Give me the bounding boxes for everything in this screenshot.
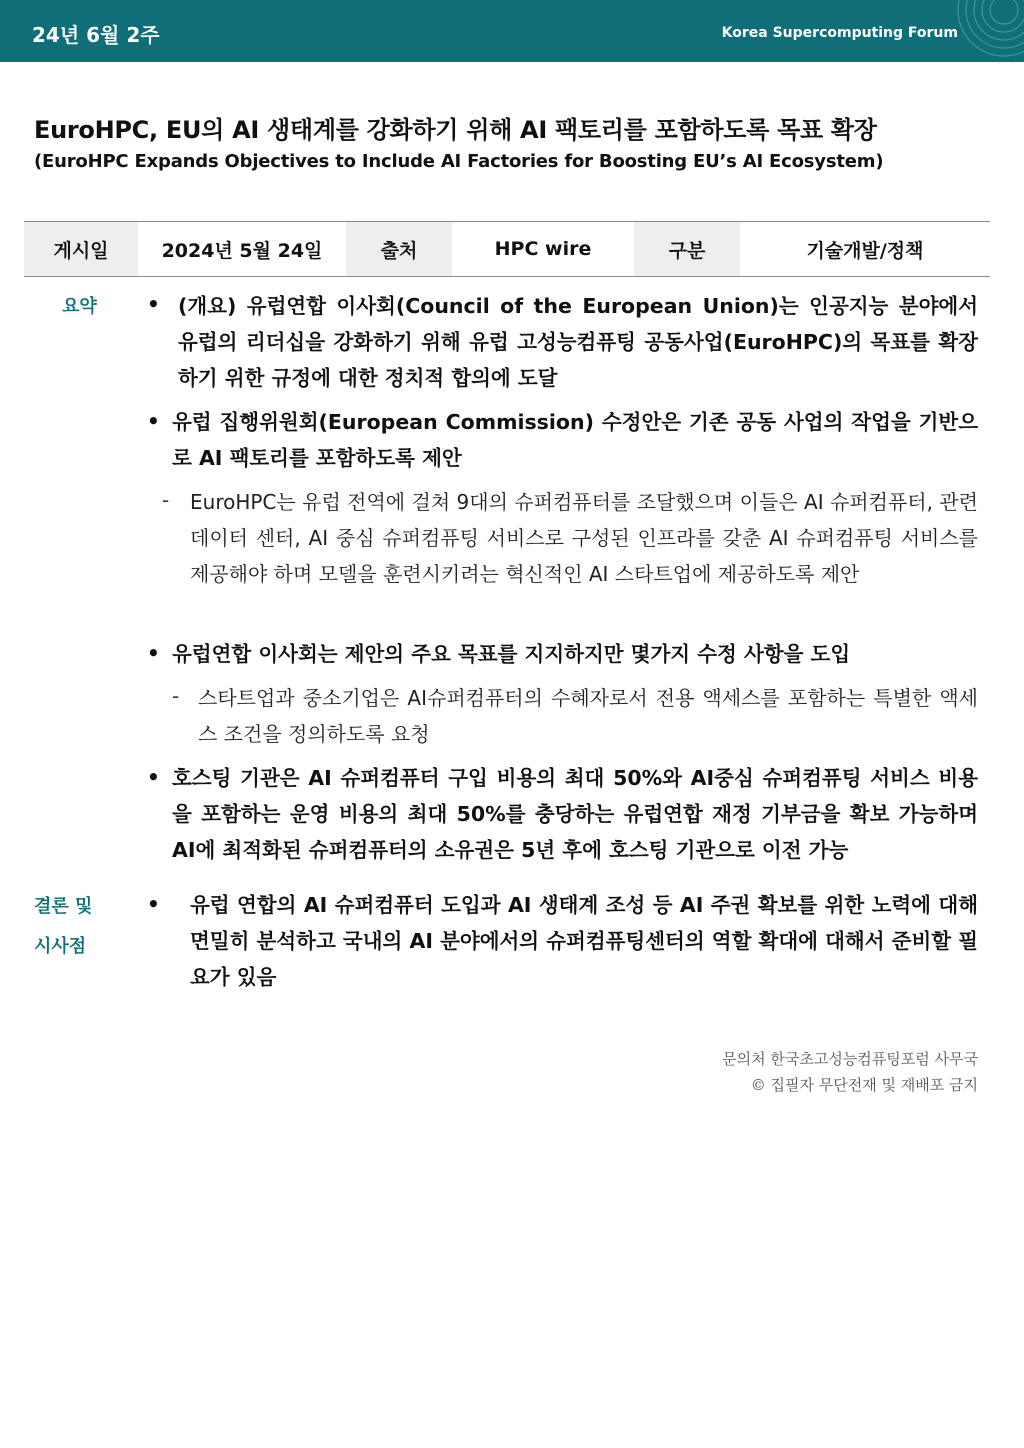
bullet-dot-icon: • <box>147 292 160 316</box>
summary-label: 요약 <box>62 296 97 317</box>
dash-icon: - <box>172 684 180 708</box>
summary-bullet-1: (개요) 유럽연합 이사회(Council of the European Union)는 인공지능 분야에서 유럽의 리더십을 강화하기 위해 유럽 고성능컴퓨팅 공동사업(EuroHPC)의 목표를 확장하기 위한 규정에 대한 정치적 합의에 도달 <box>178 294 978 390</box>
footer-contact <box>722 1046 978 1098</box>
meta-table <box>24 221 990 277</box>
dash-icon: - <box>162 488 170 512</box>
conclusion-bullet-1: 유럽 연합의 AI 슈퍼컴퓨터 도입과 AI 생태계 조성 등 AI 주권 확보를 위한 노력에 대해 면밀히 분석하고 국내의 AI 분야에서의 슈퍼컴퓨팅센터의 역할 확대에 대해서 준비할 필요가 있음 <box>190 893 978 989</box>
bullet-dot-icon: • <box>147 892 160 916</box>
swirl-decoration-icon <box>934 0 1024 62</box>
bullet-dot-icon: • <box>147 641 160 665</box>
source-label: 출처 <box>346 222 452 276</box>
source-value: HPC wire <box>494 238 592 260</box>
forum-name: Korea Supercomputing Forum <box>721 25 958 41</box>
bullet-dot-icon: • <box>147 409 160 433</box>
category-value: 기술개발/정책 <box>806 239 924 262</box>
bullet-dot-icon: • <box>147 765 160 789</box>
copyright-text: © 집필자 무단전재 및 재배포 금지 <box>750 1076 978 1094</box>
summary-bullet-4: 호스팅 기관은 AI 슈퍼컴퓨터 구입 비용의 최대 50%와 AI중심 슈퍼컴퓨팅 서비스 비용을 포함하는 운영 비용의 최대 50%를 충당하는 유럽연합 재정 기부금을 확보 가능하며 AI에 최적화된 슈퍼컴퓨터의 소유권은 5년 후에 호스팅 기관으로 이전 가능 <box>172 766 978 862</box>
conclusion-label-line1: 결론 및 <box>34 896 93 917</box>
issue-week: 24년 6월 2주 <box>32 23 160 47</box>
posted-label: 게시일 <box>24 222 138 276</box>
article-subtitle: (EuroHPC Expands Objectives to Include AI Factories for Boosting EU’s AI Ecosystem) <box>34 151 884 172</box>
article-title: EuroHPC, EU의 AI 생태계를 강화하기 위해 AI 팩토리를 포함하도록 목표 확장 <box>34 116 877 144</box>
conclusion-label-line2: 시사점 <box>34 936 87 957</box>
contact-text: 문의처 한국초고성능컴퓨팅포럼 사무국 <box>722 1050 978 1068</box>
header-banner <box>0 0 1024 62</box>
posted-value: 2024년 5월 24일 <box>161 239 323 262</box>
summary-bullet-3: 유럽연합 이사회는 제안의 주요 목표를 지지하지만 몇가지 수정 사항을 도입 <box>172 642 851 666</box>
summary-detail-2: EuroHPC는 유럽 전역에 걸쳐 9대의 슈퍼컴퓨터를 조달했으며 이들은 AI 슈퍼컴퓨터, 관련 데이터 센터, AI 중심 슈퍼컴퓨팅 서비스로 구성된 인프라를 갖춘 AI 슈퍼컴퓨팅 서비스를 제공해야 하며 모델을 훈련시키려는 혁신적인 AI 스타트업에 제공하도록 제안 <box>190 490 978 586</box>
summary-bullet-2: 유럽 집행위원회(European Commission) 수정안은 기존 공동 사업의 작업을 기반으로 AI 팩토리를 포함하도록 제안 <box>172 410 978 470</box>
summary-detail-3: 스타트업과 중소기업은 AI슈퍼컴퓨터의 수혜자로서 전용 액세스를 포함하는 특별한 액세스 조건을 정의하도록 요청 <box>198 686 978 746</box>
category-label: 구분 <box>634 222 740 276</box>
